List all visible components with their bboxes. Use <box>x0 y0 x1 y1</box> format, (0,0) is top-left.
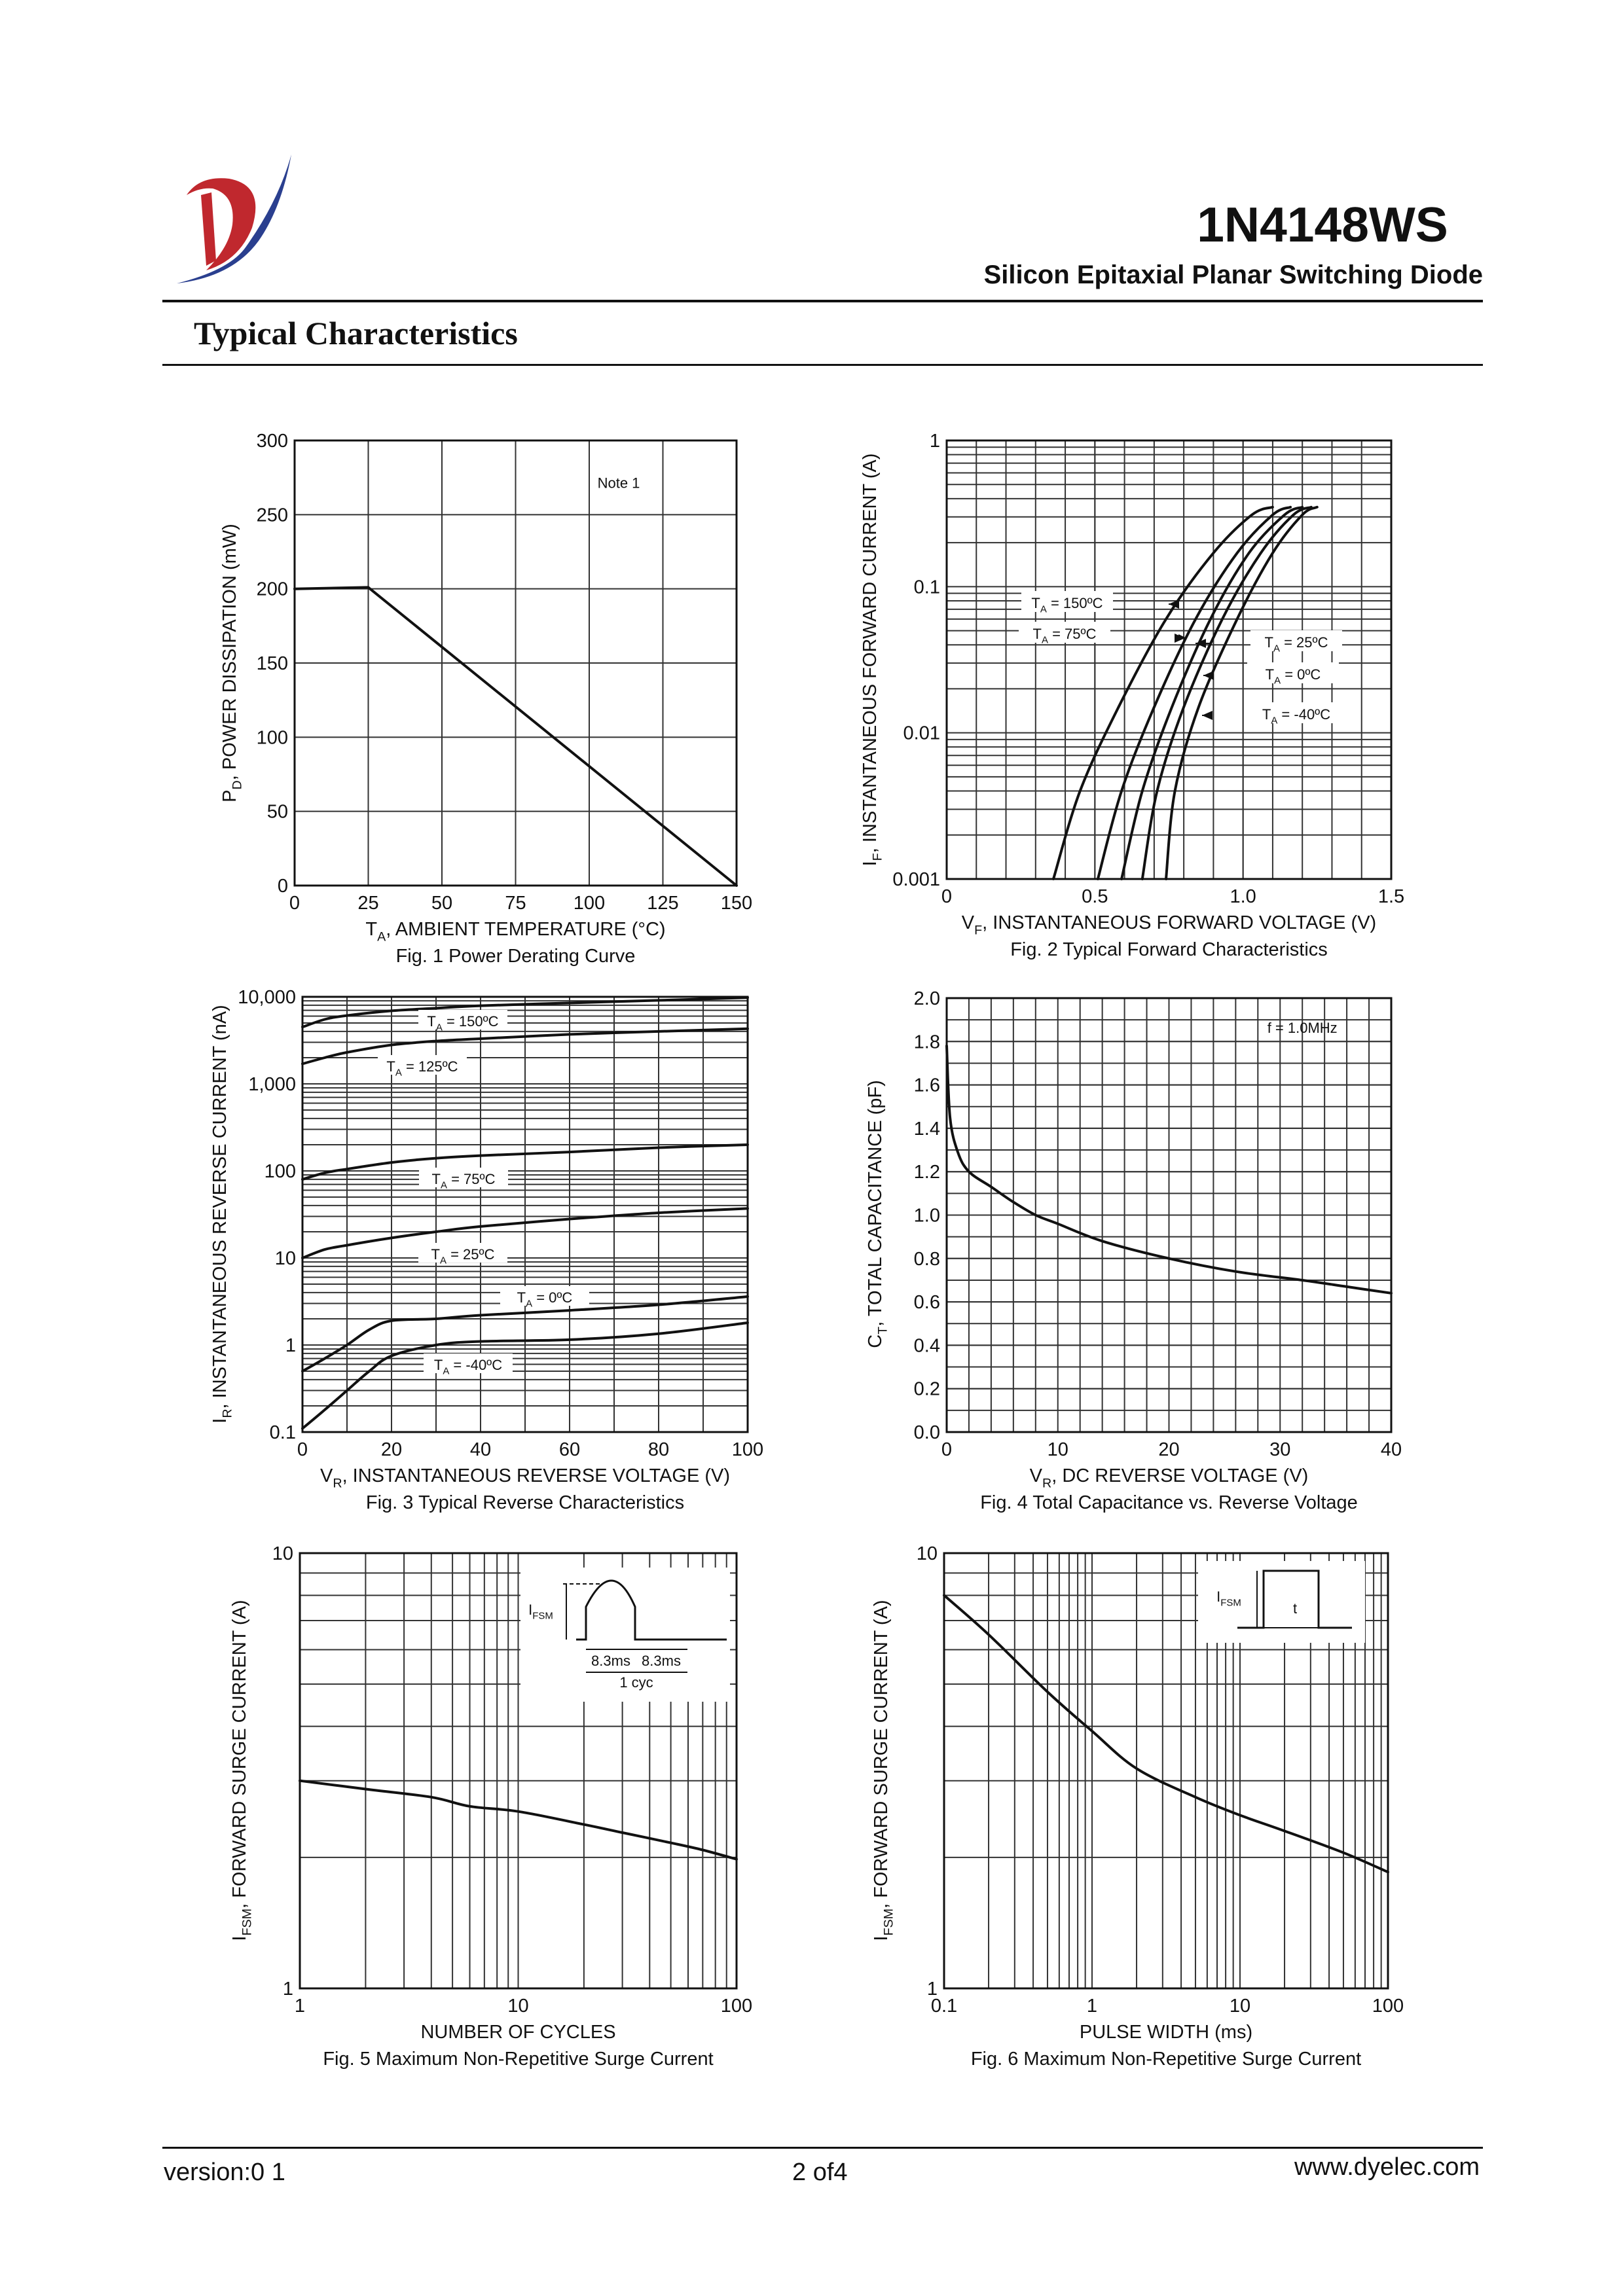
y-tick-label: 1.4 <box>913 1118 940 1139</box>
y-tick-label: 0.6 <box>913 1292 940 1314</box>
inset-ifsm-label: $I_{FSM}$ <box>528 1602 553 1622</box>
x-tick-label: 1 <box>1086 1996 1098 2017</box>
x-tick-label: 75 <box>505 893 526 914</box>
y-axis-title: $I_{FSM}$, FORWARD SURGE CURRENT (A) <box>229 1600 255 1941</box>
x-axis-title: $V_R$, INSTANTANEOUS REVERSE VOLTAGE (V) <box>319 1465 731 1491</box>
y-tick-label: 150 <box>256 653 288 674</box>
x-tick-label: 0 <box>289 893 301 914</box>
y-tick-label: 1,000 <box>248 1074 296 1095</box>
y-tick-label: 1.8 <box>913 1031 940 1053</box>
y-tick-label: 0.4 <box>913 1335 940 1357</box>
y-tick-label: 1.2 <box>913 1162 940 1183</box>
version-label: version:0 1 <box>164 2159 285 2186</box>
series-line <box>1122 507 1302 879</box>
x-tick-label: 40 <box>1380 1439 1402 1460</box>
annotation-text: Note 1 <box>597 475 640 492</box>
part-subtitle: Silicon Epitaxial Planar Switching Diode <box>983 260 1483 289</box>
series-label: $T_A$ = -40ºC <box>433 1357 503 1377</box>
inset-t2-label: 8.3ms <box>642 1653 681 1669</box>
x-tick-label: 40 <box>469 1439 492 1460</box>
y-tick-label: 1 <box>282 1979 293 2000</box>
x-tick-label: 1 <box>294 1996 306 2017</box>
fig2-chart <box>860 431 1404 960</box>
y-tick-label: 10,000 <box>238 987 296 1008</box>
fig3-chart <box>210 987 763 1513</box>
fig4-chart <box>865 988 1402 1513</box>
figure-caption: Fig. 5 Maximum Non-Repetitive Surge Current <box>323 2049 714 2070</box>
x-tick-label: 1.0 <box>1230 886 1256 907</box>
y-tick-label: 1 <box>926 1979 938 2000</box>
y-tick-label: 250 <box>256 505 288 526</box>
series-line <box>1053 507 1273 879</box>
y-axis-title: $I_F$, INSTANTANEOUS FORWARD CURRENT (A) <box>860 453 885 867</box>
inset-cycle-label: 1 cyc <box>619 1674 653 1691</box>
x-axis-title: $T_A$, AMBIENT TEMPERATURE (°C) <box>365 919 666 944</box>
series-label: $T_A$ = 75ºC <box>1032 626 1097 646</box>
arrow-head <box>1202 711 1213 720</box>
y-axis-title: $I_R$, INSTANTANEOUS REVERSE CURRENT (nA) <box>210 1005 235 1424</box>
section-title: Typical Characteristics <box>194 315 518 351</box>
x-tick-label: 100 <box>731 1439 764 1460</box>
series-label: $T_A$ = 25ºC <box>431 1246 495 1266</box>
figure-caption: Fig. 1 Power Derating Curve <box>395 946 636 967</box>
x-tick-label: 10 <box>1229 1996 1251 2017</box>
series-label: $T_A$ = 75ºC <box>431 1171 496 1191</box>
figure-caption: Fig. 2 Typical Forward Characteristics <box>1010 939 1328 960</box>
y-tick-label: 10 <box>274 1248 296 1269</box>
x-tick-label: 10 <box>1047 1439 1068 1460</box>
y-tick-label: 10 <box>916 1543 938 1564</box>
x-tick-label: 30 <box>1269 1439 1291 1460</box>
x-tick-label: 0.1 <box>930 1996 958 2017</box>
inset-t1-label: 8.3ms <box>591 1653 630 1669</box>
series-line <box>1142 507 1311 879</box>
x-tick-label: 1.5 <box>1377 886 1405 907</box>
x-tick-label: 150 <box>720 893 753 914</box>
y-tick-label: 1.0 <box>913 1205 940 1227</box>
website-link[interactable]: www.dyelec.com <box>1294 2153 1480 2181</box>
y-tick-label: 100 <box>256 727 288 749</box>
x-tick-label: 10 <box>507 1996 529 2017</box>
page-number: 2 of4 <box>792 2159 848 2186</box>
part-number: 1N4148WS <box>1197 197 1448 252</box>
y-tick-label: 200 <box>256 579 288 600</box>
y-tick-label: 0.0 <box>913 1422 940 1443</box>
footer-rule <box>162 2147 1483 2149</box>
x-axis-title: $V_F$, INSTANTANEOUS FORWARD VOLTAGE (V) <box>961 912 1377 938</box>
inset-t-label: t <box>1292 1600 1298 1617</box>
fig1-chart <box>219 431 752 967</box>
series-label: $T_A$ = -40ºC <box>1262 706 1331 726</box>
x-tick-label: 80 <box>647 1439 670 1460</box>
y-tick-label: 1.6 <box>913 1075 940 1096</box>
y-tick-label: 0.001 <box>892 869 940 890</box>
x-tick-label: 20 <box>1158 1439 1180 1460</box>
series-label: $T_A$ = 150ºC <box>1031 595 1103 615</box>
annotation-text: f = 1.0MHz <box>1267 1020 1338 1037</box>
y-tick-label: 2.0 <box>913 988 940 1009</box>
x-tick-label: 100 <box>573 893 606 914</box>
x-tick-label: 20 <box>380 1439 403 1460</box>
figure-caption: Fig. 3 Typical Reverse Characteristics <box>365 1492 685 1513</box>
x-tick-label: 25 <box>357 893 379 914</box>
plot-frame <box>947 440 1391 879</box>
y-tick-label: 300 <box>256 431 288 452</box>
y-tick-label: 100 <box>264 1161 296 1182</box>
x-tick-label: 50 <box>431 893 453 914</box>
y-tick-label: 1 <box>929 431 940 452</box>
series-label: $T_A$ = 0ºC <box>517 1289 573 1310</box>
x-tick-label: 0 <box>941 886 953 907</box>
y-tick-label: 10 <box>272 1543 293 1564</box>
y-tick-label: 0.2 <box>913 1378 940 1400</box>
x-tick-label: 125 <box>647 893 679 914</box>
x-tick-label: 100 <box>1372 1996 1404 2017</box>
figure-caption: Fig. 6 Maximum Non-Repetitive Surge Current <box>970 2049 1362 2070</box>
y-tick-label: 0.1 <box>913 577 940 598</box>
y-tick-label: 0 <box>277 876 288 897</box>
x-tick-label: 0 <box>941 1439 953 1460</box>
x-axis-title: PULSE WIDTH (ms) <box>1079 2022 1253 2043</box>
y-axis-title: $I_{FSM}$, FORWARD SURGE CURRENT (A) <box>871 1600 896 1941</box>
x-tick-label: 0 <box>297 1439 308 1460</box>
series-label: $T_A$ = 125ºC <box>386 1058 458 1079</box>
y-axis-title: $P_D$, POWER DISSIPATION (mW) <box>219 524 245 802</box>
x-tick-label: 100 <box>720 1996 753 2017</box>
inset-ifsm-label: $I_{FSM}$ <box>1216 1588 1241 1609</box>
figure-caption: Fig. 4 Total Capacitance vs. Reverse Voltage <box>980 1492 1358 1513</box>
x-tick-label: 0.5 <box>1082 886 1108 907</box>
series-label: $T_A$ = 0ºC <box>1265 666 1321 687</box>
series-label: $T_A$ = 25ºC <box>1264 634 1328 655</box>
y-tick-label: 50 <box>266 801 288 823</box>
x-axis-title: NUMBER OF CYCLES <box>420 2022 616 2043</box>
x-tick-label: 60 <box>558 1439 581 1460</box>
fig5-chart <box>229 1543 752 2070</box>
y-tick-label: 0.01 <box>903 723 940 744</box>
y-tick-label: 0.8 <box>913 1248 940 1270</box>
y-axis-title: $C_T$, TOTAL CAPACITANCE (pF) <box>865 1080 890 1348</box>
fig6-chart <box>871 1543 1404 2070</box>
y-tick-label: 0.1 <box>269 1422 296 1443</box>
x-axis-title: $V_R$, DC REVERSE VOLTAGE (V) <box>1029 1465 1309 1491</box>
y-tick-label: 1 <box>285 1335 296 1356</box>
series-label: $T_A$ = 150ºC <box>427 1013 499 1033</box>
